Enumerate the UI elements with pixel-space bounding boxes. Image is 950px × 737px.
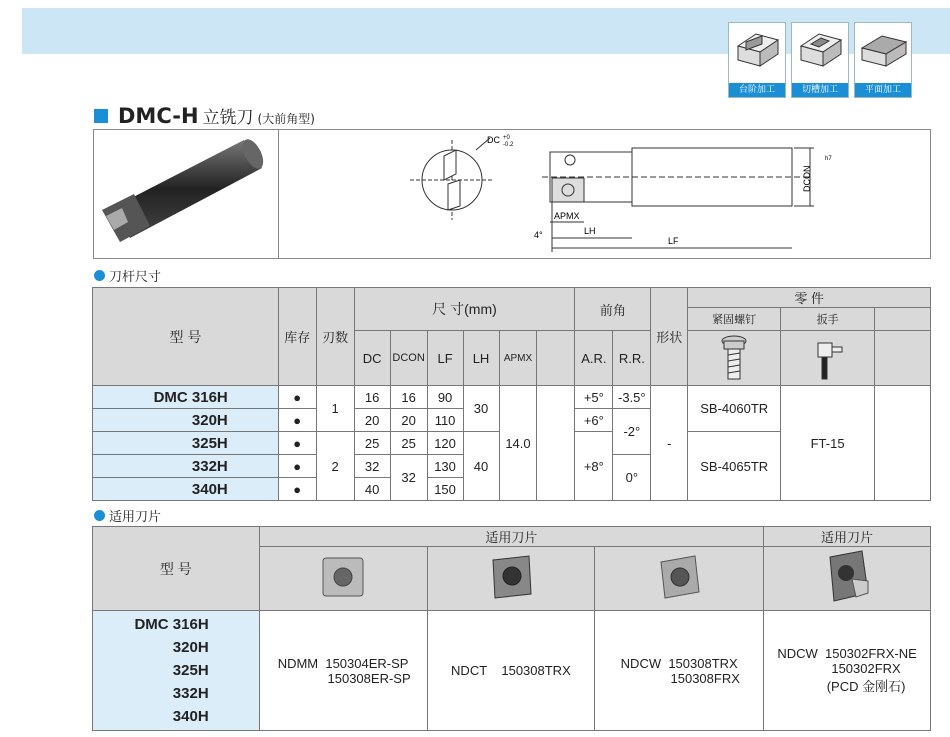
screw-icon [719,333,749,381]
lf-cell: 120 [427,432,463,455]
col-dcon: DCON [390,331,427,386]
insert-table [92,526,931,731]
app-shoulder [728,22,786,98]
section-inserts-label: 适用刀片 [109,510,162,525]
lf-cell: 130 [427,455,463,478]
stock-cell: ● [278,455,316,478]
dimension-drawing [280,130,930,258]
dc-plus: +0 [503,135,510,141]
dc-cell: 40 [354,478,390,501]
insert-ndmm-icon [319,554,367,600]
wrench-image [781,331,875,386]
col-dc: DC [354,331,390,386]
col-stock: 库存 [278,288,316,386]
stock-cell: ● [278,432,316,455]
model-cell: 320H [93,409,279,432]
dc-cell: 16 [354,386,390,409]
stock-cell: ● [278,386,316,409]
col-lh: LH [463,331,499,386]
insert-image [595,547,764,611]
col-blank [537,331,575,386]
title-code: DMC-H [118,104,199,128]
stock-cell: ● [278,478,316,501]
screw-cell: SB-4065TR [688,432,781,501]
col-parts: 零 件 [688,288,931,308]
lh-label: LH [584,226,596,236]
insert-line: (PCD 金刚石) [826,679,906,694]
page-title [94,103,315,128]
app-face [854,22,912,98]
empty-cell [875,386,931,501]
col-apmx: APMX [499,331,537,386]
application-icons [728,22,912,98]
insert-ndcw-icon [655,554,703,600]
col-screw: 紧固螺钉 [688,308,781,331]
bullet-icon [94,270,105,281]
dcon-cell: 20 [390,409,427,432]
dcon-label: DCON [802,165,812,192]
lf-cell: 90 [427,386,463,409]
insert-model-list [93,611,260,731]
wrench-icon [808,333,848,381]
holder-table [92,287,931,501]
dc-cell: 32 [354,455,390,478]
apmx-cell: 14.0 [499,386,537,501]
model-item: 332H [172,685,209,702]
insert-line: 150302FRX [831,661,901,676]
section-inserts-title [94,506,161,525]
flutes-cell: 1 [316,386,354,432]
col-empty [875,308,931,331]
insert-line: NDCT 150308TRX [451,663,571,678]
col-flutes: 刃数 [316,288,354,386]
face-machining-icon [858,26,910,70]
dcon-cell: 25 [390,432,427,455]
app-slot [791,22,849,98]
insert-line: 150308FRX [670,670,740,686]
insert-line: NDMM 150304ER-SP [277,655,409,671]
col-rake: 前角 [575,288,651,331]
screw-cell: SB-4060TR [688,386,781,432]
model-item: DMC 316H [134,616,209,633]
shoulder-machining-icon [732,26,784,70]
col-shape: 形状 [651,288,688,386]
dc-minus: -0.2 [503,142,514,148]
col-empty2 [875,331,931,386]
insert-image [427,547,595,611]
bullet-icon [94,510,105,521]
col-applicable: 适用刀片 [259,527,763,547]
col-dims: 尺 寸(mm) [354,288,575,331]
lf-cell: 110 [427,409,463,432]
ar-cell: +8° [575,432,613,501]
insert-cell [427,611,595,731]
title-sub: (大前角型) [257,112,315,126]
app-label: 切槽加工 [792,83,848,97]
col-wrench: 扳手 [781,308,875,331]
wrench-cell: FT-15 [781,386,875,501]
model-item: 325H [172,662,209,679]
ar-cell: +6° [575,409,613,432]
model-item: 320H [172,639,209,656]
insert-image [259,547,427,611]
section-holder-title [94,266,161,285]
shape-cell: - [651,386,688,501]
stock-cell: ● [278,409,316,432]
dcon-cell: 32 [390,455,427,501]
app-label: 台阶加工 [729,83,785,97]
dc-cell: 20 [354,409,390,432]
insert-line: NDCW 150302FRX-NE [777,646,917,661]
lh-cell: 30 [463,386,499,432]
title-name: 立铣刀 [202,108,254,128]
insert-line: NDCW 150308TRX [620,655,738,671]
model-cell: DMC 316H [93,386,279,409]
blank-cell [537,386,575,501]
insert-ndct-icon [487,554,535,600]
col-model: 型 号 [93,527,260,611]
rr-cell: 0° [613,455,651,501]
model-cell: 325H [93,432,279,455]
angle-label: 4° [534,230,543,240]
col-applicable-2: 适用刀片 [764,527,931,547]
model-cell: 340H [93,478,279,501]
insert-cell [259,611,427,731]
dc-cell: 25 [354,432,390,455]
lf-cell: 150 [427,478,463,501]
screw-image [688,331,781,386]
model-cell: 332H [93,455,279,478]
dcon-tol: h7 [825,156,832,162]
product-diagram-box [93,129,931,259]
app-label: 平面加工 [855,83,911,97]
col-model: 型 号 [93,288,279,386]
rr-cell: -3.5° [613,386,651,409]
insert-cell [764,611,931,731]
section-holder-label: 刀杆尺寸 [109,270,162,285]
dcon-cell: 16 [390,386,427,409]
rr-cell: -2° [613,409,651,455]
title-marker [94,109,108,123]
dc-label: DC [487,135,500,145]
slot-machining-icon [795,26,847,70]
col-ar: A.R. [575,331,613,386]
insert-image [764,547,931,611]
tool-photo [94,130,278,258]
model-item: 340H [172,708,209,725]
divider [278,130,279,258]
insert-line: 150308ER-SP [327,670,411,686]
col-lf: LF [427,331,463,386]
insert-cell [595,611,764,731]
col-rr: R.R. [613,331,651,386]
insert-pcd-icon [822,549,872,605]
flutes-cell: 2 [316,432,354,501]
ar-cell: +5° [575,386,613,409]
lh-cell: 40 [463,432,499,501]
apmx-label: APMX [554,211,580,221]
lf-label: LF [668,236,679,246]
